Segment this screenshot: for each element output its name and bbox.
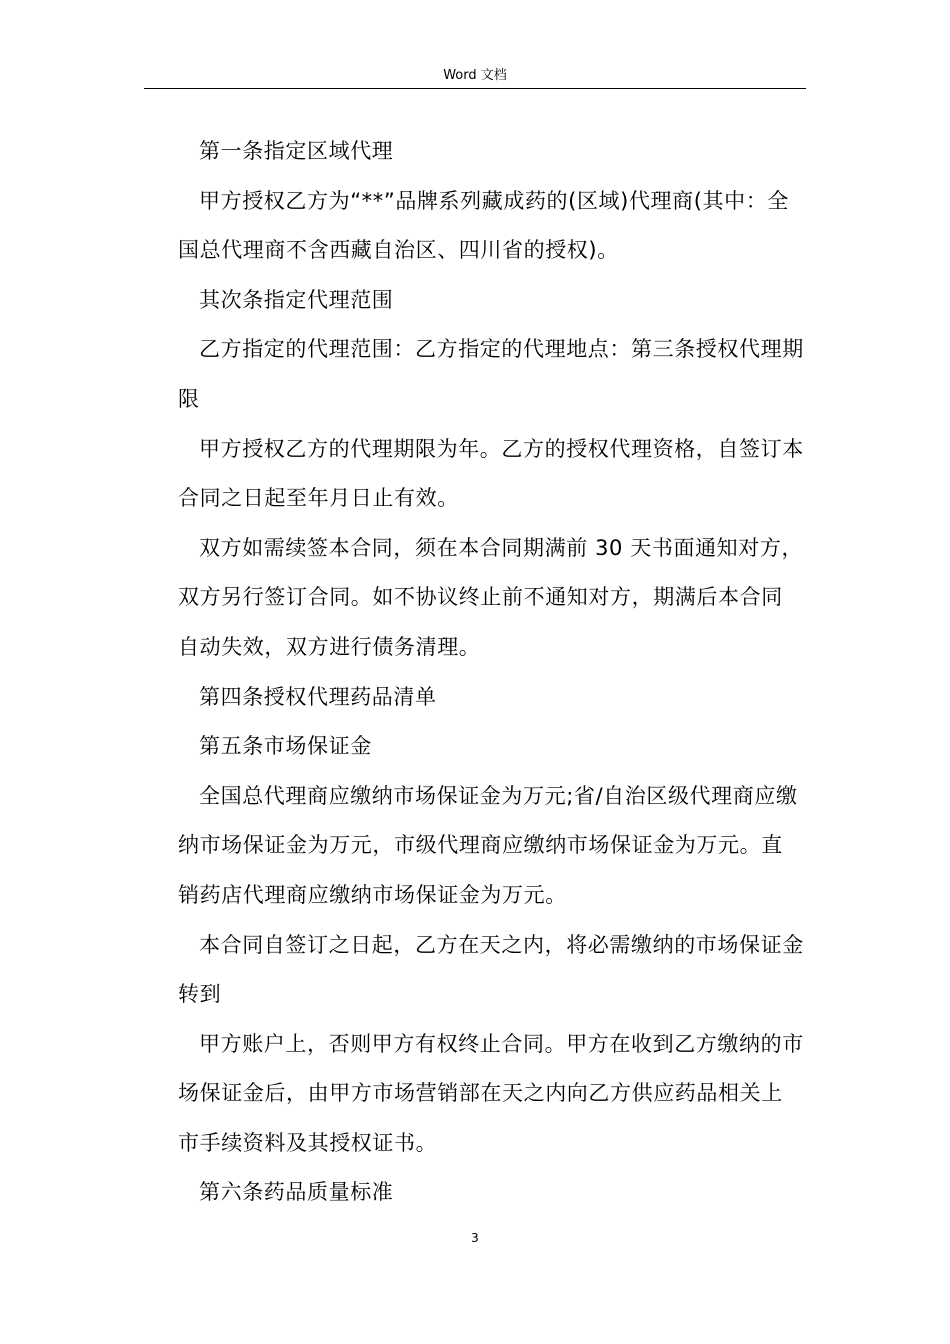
paragraph-term: 甲方授权乙方的代理期限为年。乙方的授权代理资格，自签订本合同之日起至年月日止有效。 xyxy=(178,436,804,511)
document-body xyxy=(178,127,804,1218)
paragraph-deposit-account: 甲方账户上，否则甲方有权终止合同。甲方在收到乙方缴纳的市场保证金后，由甲方市场营销部在天之内向乙方供应药品相关上市手续资料及其授权证书。 xyxy=(178,1031,804,1155)
paragraph-article-4: 第四条授权代理药品清单 xyxy=(199,684,437,709)
paragraph-authorization: 甲方授权乙方为“**”品牌系列藏成药的(区域)代理商(其中：全国总代理商不含西藏自治区、四川省的授权)。 xyxy=(178,188,789,263)
page-header: Word 文档 xyxy=(443,68,507,83)
paragraph-scope: 乙方指定的代理范围：乙方指定的代理地点：第三条授权代理期限 xyxy=(178,337,804,411)
paragraph-article-2: 其次条指定代理范围 xyxy=(199,287,394,312)
paragraph-article-6: 第六条药品质量标准 xyxy=(199,1180,394,1205)
paragraph-article-5: 第五条市场保证金 xyxy=(199,734,372,759)
page-number: 3 xyxy=(471,1231,479,1245)
paragraph-article-1: 第一条指定区域代理 xyxy=(199,139,394,163)
paragraph-renewal: 双方如需续签本合同，须在本合同期满前 30 天书面通知对方，双方另行签订合同。如不协议终止前不通知对方，期满后本合同自动失效，双方进行债务清理。 xyxy=(178,535,804,659)
paragraph-deposit-transfer: 本合同自签订之日起，乙方在天之内，将必需缴纳的市场保证金转到 xyxy=(178,932,804,1007)
paragraph-deposit-amounts: 全国总代理商应缴纳市场保证金为万元;省/自治区级代理商应缴纳市场保证金为万元，市级代理商应缴纳市场保证金为万元。直销药店代理商应缴纳市场保证金为万元。 xyxy=(178,783,798,907)
header-divider xyxy=(144,88,806,89)
